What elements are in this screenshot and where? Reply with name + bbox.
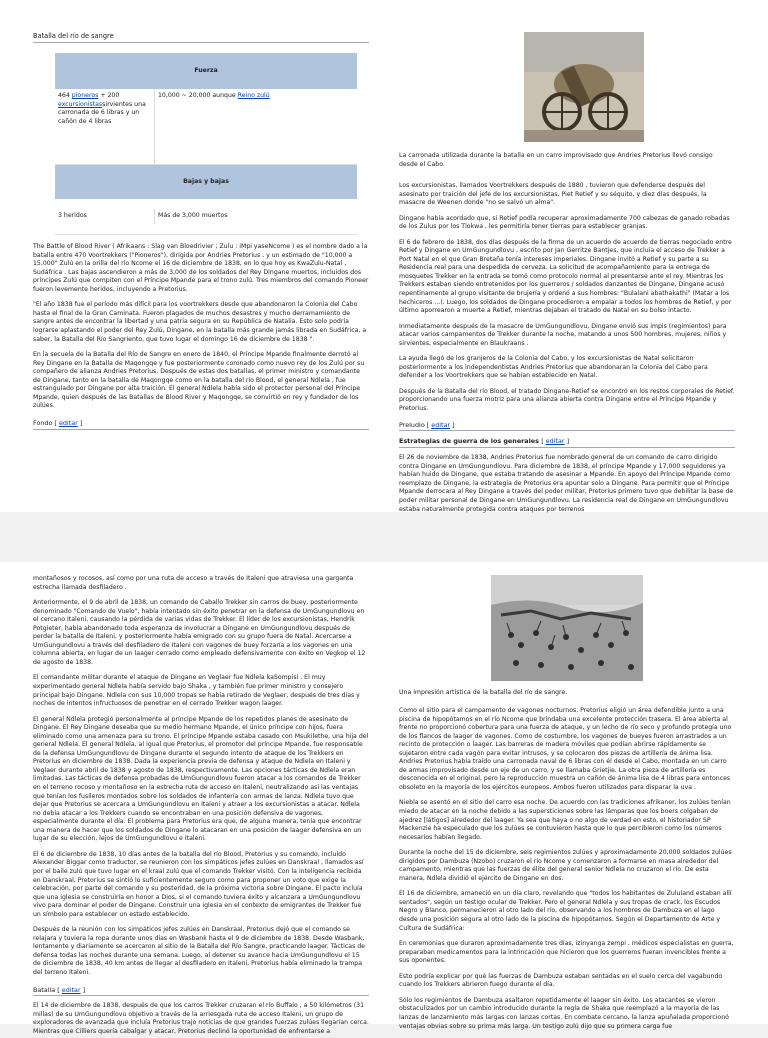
page-2 xyxy=(0,562,768,1035)
carronade-photo xyxy=(524,32,644,142)
paragraph: Durante la noche del 15 de diciembre, seis regimientos zulúes y aproximadamente 20,000 soldados zulúes dirigidos por Dambuza (Nzobo) cruzaron el río Ncome y comenzaron a formarse en masa alrededor del campamento, mientras que las fuerzas de élite del general senior Ndlela no cruzaron el río. De esta manera, Ndlela dividió el ejército de Dingane en dos. xyxy=(399,849,732,882)
infobox-losses-header: Bajas y bajas xyxy=(55,165,357,199)
paragraph: El general Ndlela protegió personalmente al príncipe Mpande de los repetidos planes de asesinato de Dingane. El Rey Dingane deseaba que su medio hermano Mpande, el único príncipe con hijos, fuera eliminado como una amenaza para su trono. El príncipe Mpande estaba casado con Msukilethe, una hija del general Ndlela. El general Ndlela, al igual que Pretorius, el promotor del príncipe Mpande, fue responsable de la defensa UmGungundlovu de Dingane durante el segundo intento de ataque de los Trekkers en Pretorius en diciembre de 1838. Dada la experiencia previa de defensa y ataque de Ndlela en Italeni y Veglaer durante abril de 1838 y agosto de 1838, respectivamente. Las opciones tácticas de Ndlela eran limitadas. Las tácticas de defensa probadas de UmGungundlovu fueron atacar a los comandos de Trekker en el terreno rocoso y montañoso en la estrecha ruta de acceso en Italeni, neutralizando así las ventajas que tenían los fusileros montados sobre los soldados de infantería con armas de lanza. Ndlela tuvo que dejar que Pretorius se acercara a UmGungundlovu en Italeni y atraer a los excursionistas a atacar. Ndlela no debía atacar a los Trekkers cuando se encontraban en una posición defensiva de vagones, especialmente durante el día. El problema para Pretorius era que, de alguna manera, tenía que encontrar una manera de hacer que los soldados de Dingane lo atacaran en una posición de laager defensiva en un lugar de su elección, lejos de UmGungundlovu e Italeni. xyxy=(33,715,369,843)
paragraph: La ayuda llegó de los granjeros de la Colonia del Cabo, y los excursionistas de Natal solicitaron posteriormente a los independentistas Andries Pretorius que abandonaran la Colonia del Cabo para defender a los Voortrekkers que se habían establecido en Natal. xyxy=(399,355,708,380)
paragraph: En ceremonias que duraron aproximadamente tres días, izinyanga zempi , médicos especialistas en guerra, preparaban medicamentos para la intrincación que hicieron que los guerreros fueran invencibles frente a sus oponentes. xyxy=(399,940,734,965)
paragraph: Inmediatamente después de la masacre de UmGungundlovu, Dingane envió sus impis (regimientos) para atacar varios campamentos de Trekker durante la noche, matando a unos 500 hombres, mujeres, niños y sirvientes, especialmente en Blaukraans . xyxy=(399,322,727,347)
paragraph: Dingane había acordado que, si Retief podía recuperar aproximadamente 700 cabezas de ganado robadas de los Zulus por los Tlokwa , les permitiría tener tierras para establecer granjas. xyxy=(399,214,730,231)
article-title: Batalla del río de sangre xyxy=(33,32,369,43)
page-2-left-column xyxy=(33,575,369,1035)
forces-right-text: 10,000 ~ 20,000 aunque xyxy=(158,92,238,100)
paragraph: Esto podría explicar por qué las fuerzas de Dambuza estaban sentadas en el suelo cerca del vagabundo cuando los Trekkers abrieron fuego durante el día. xyxy=(399,972,723,989)
section-heading-batalla: Batalla [ editar ] xyxy=(33,986,369,997)
paragraph: Después de la reunión con los simpáticos jefes zulúes en Danskraal, Pretorius dejó que el comando se relajara y tuviera la ropa durante unos días en Wasbank hasta el 9 de diciembre de 1838. Desde Wasbank, lentamente y diariamente se acercaron al sitio de la Batalla del Río Sangre, practicando laager. Tácticas de defensa todas las noches durante una semana. Luego, al detener su avance hacia UmGungundlovu el 15 de diciembre de 1838, 40 km antes de llegar al desfiladero en Italeni, Pretorius había eliminado la trampa del terreno Italeni. xyxy=(33,926,365,976)
paragraph: El comandante militar durante el ataque de Dingane en Veglaer fue Ndlela kaSompisi . El muy experimentado general Ndlela había servido bajo Shaka , y también fue primer ministro y consejero principal bajo Dingane. Ndlela con sus 10,000 tropas se había retirado de Veglaer, después de tres días y noches de intentos infructuosos de penetrar en el cerrado Trekker wagon laager. xyxy=(33,674,360,708)
paragraph: Como el sitio para el campamento de vagones nocturnos, Pretorius eligió un área defendible junto a una piscina de hipopótamos en el río Ncome que brindaba una excelente protección trasera. El área abierta al frente no proporcionó cobertura para una fuerza de ataque, y un lecho de río seco y profundo protegía uno de los flancos de laager de vagones. Como de costumbre, los vagones de bueyes fueron arrastrados a un recinto de protección o laager. Las barreras de madera móviles que podían abrirse rápidamente se sujetaron entre cada vagón para evitar intrusos, y se colocaron dos piezas de artillería de ánima lisa. Andries Pretorius había traído una carronada naval de 6 libras con él desde el Cabo, montada en un carro de armas improvisado desde un eje de un carro, y se llamaba Grietjie. La otra pieza de artillería es desconocida en el original, pero la reproducción muestra un cañón de ánima lisa de 4 libras para entonces obsoleto en la mayoría de los ejércitos europeos. Ambos fueron utilizados para disparar la uva . xyxy=(399,707,732,791)
edit-link[interactable]: editar xyxy=(58,418,78,427)
paragraph: "El año 1838 fue el período más difícil para los voortrekkers desde que abandonaron la Colonia del Cabo hasta el final de la Gran Caminata. Fueron plagados de muchos desastres y mucho derramamiento de sangre antes de encontrar la libertad y una patria segura en su República de Natalia. Esto solo podría lograrse aplastando el poder del Rey Zulú, Dingane, en la batalla más grande jamás librada en Sudáfrica, a saber, la Batalla del Río Sangriento, que tuvo lugar el domingo 16 de diciembre de 1838 ". xyxy=(33,301,367,343)
section-title: Preludio xyxy=(399,420,425,429)
forces-left-text-2: + 200 xyxy=(98,92,120,100)
infobox xyxy=(55,53,357,235)
forces-left xyxy=(55,89,155,164)
paragraph: Los excursionistas, llamados Voortrekkers después de 1880 , tuvieron que defenderse después del asesinato por traición del jefe de los excursionistas, Piet Retief y su séquito, y diez días después, la masacre de Weenen donde "no se salvó un alma". xyxy=(399,182,707,207)
excursionistas-link[interactable]: excursionistas xyxy=(58,100,103,108)
edit-link[interactable]: editar xyxy=(61,985,81,994)
page-2-right-column xyxy=(399,575,737,1030)
section-title: Batalla xyxy=(33,985,56,994)
reino-zulu-link[interactable]: Reino zulú xyxy=(237,92,270,100)
paragraph: El 14 de diciembre de 1838, después de que los carros Trekker cruzaran el río Buffalo , a 50 kilómetros (31 millas) de su UmGungundlovu objetivo a través de la arriesgada ruta de acceso Italeni, un grupo de exploradores de avanzada que incluía Pretorius trajo noticias de que grandes fuerzas zulúes llegarían cerca. Mientras que Cilliers quería cabalgar y atacar, Pretorius declinó la oportunidad de enfrentarse a xyxy=(33,1002,369,1035)
battle-painting xyxy=(491,575,643,681)
losses-left: 3 heridos xyxy=(55,209,155,224)
paragraph: Anteriormente, el 9 de abril de 1838, un comando de Caballo Trekker sin carros de buey, posteriormente denominado "Comando de Vuelo", había intentado sin éxito penetrar en la defensa de UmGungundlovu en el cercano Italeni, causando la pérdida de varias vidas de Trekker. El líder de los excursionistas, Hendrik Potgieter, había abandonado toda esperanza de involucrar a Dingane en UmGungundlovu después de perder la batalla de Italeni, y posteriormente había emigrado con su grupo fuera de Natal. Acercarse a UmGungundlovu a través del desfiladero de Italeni con vagones de buey forzaría a los vagones en una columna abierta, en lugar de un laager cerrado como empleado defensivamente con éxito en Vegkop el 12 de agosto de 1838. xyxy=(33,599,366,666)
edit-link[interactable]: editar xyxy=(431,420,451,429)
section-heading-fondo: Fondo [ editar ] xyxy=(33,419,369,430)
section-heading-preludio: Preludio [ editar ] xyxy=(399,421,735,432)
page-1 xyxy=(0,0,768,512)
infobox-forces-header: Fuerza xyxy=(55,53,357,89)
forces-right xyxy=(155,89,357,164)
page-1-left-column xyxy=(33,32,369,512)
paragraph: montañosos y rocosos, así como por una ruta de acceso a través de Italeni que atraviesa una garganta estrecha llamada desfiladero . xyxy=(33,575,354,591)
photo-caption: La carronada utilizada durante la batalla en un carro improvisado que Andries Pretorius llevó consigo desde el Cabo. xyxy=(399,152,713,168)
paragraph: El 6 de febrero de 1838, dos días después de la firma de un acuerdo de acuerdo de tierras negociado entre Retief y Dingane en UmGungundlovu , escrito por Jan Gerritze Bantjes, que incluía el acceso de Trekker a Port Natal en el que Gran Bretaña tenía intereses imperiales. Dingane invitó a Retief y su parte a su Residencia real para una despedida de cerveza. La solicitud de acompañamiento para la entrega de mosquetes Trekker en la entrada se tomó como protocolo normal al presentarse ante el rey. Mientras los Trekkers estaban siendo entretenidos por los guerreros / soldados danzantes de Dingane, Dingane acusó repentinamente al grupo visitante de brujería y ordenó a sus hombres: "Bulalani abathakathi" (Matar a los hechiceros ...). Luego, los soldados de Dingane procedieron a empalar a todos los hombres de Retief, y por último aporrearon a muerte a Retief, mientras dejaban el tratado de Natal en su bolso intacto. xyxy=(399,238,732,315)
infobox-forces-row xyxy=(55,89,357,165)
paragraph: En la secuela de la Batalla del Río de Sangre en enero de 1840, el Príncipe Mpande finalmente derrotó al Rey Dingane en la Batalla de Maqongqe y fue posteriormente coronado como nuevo rey de los Zulú por su compañero de alianza Andries Pretorius. Después de estas dos batallas, el primer ministro y comandante de Dingane, tanto en la batalla de Maqongqe como en la batalla del río Blood, el general Ndlela , fue estrangulado por Dingane por alta traición. El general Ndlela había sido el protector personal del Príncipe Mpande, quien después de las Batallas de Blood River y Maqongqe, se convirtió en rey y fundador de los zulúes. xyxy=(33,351,365,410)
losses-right: Más de 3,000 muertos xyxy=(158,212,228,220)
photo-caption: Una impresión artística de la batalla del río de sangre. xyxy=(399,689,568,696)
infobox-losses-row xyxy=(55,199,357,235)
paragraph: The Battle of Blood River ( Afrikaans : Slag van Bloedrivier ; Zulu : iMpi yaseNcome ) es el nombre dado a la batalla entre 470 Voortrekkers ("Pioneros"), dirigida por Andries Pretorius , y un estimado de "10,000 a 15,000" Zulú en la orilla del río Ncome el 16 de diciembre de 1838, en lo que hoy es KwaZulu-Natal , Sudáfrica . Las bajas ascendieron a más de 3,000 de los soldados del Rey Dingane muertos, incluidos dos príncipes Zulú que compiten con el Príncipe Mpande para el trono zulú. Tres miembros del comando Pioneer fueron levemente heridos, incluyendo a Pretorius. xyxy=(33,243,369,293)
forces-left-text: 464 xyxy=(58,92,72,100)
paragraph: El 6 de diciembre de 1838, 10 días antes de la batalla del río Blood, Pretorius y su comando, incluido Alexander Biggar como traductor, se reunieron con los simpáticos jefes zulúes en Danskraal , llamados así por el baile zulú que tuvo lugar en el kraal zulú que el comando Trekker visitó. Con la inteligencia recibida en Danskraal, Pretorius se sintió lo suficientemente seguro como para proponer un voto que exige la celebración, por parte del comando y su posteridad, de la próxima victoria sobre Dingane. El pacto incluía que una iglesia se construiría en honor a Dios, si el comando tuviera éxito y alcanzara a UmGungundlovu vivo para dominar el poder de Dingane. Construir una iglesia en el contexto de emigrantes de Trekker fue un símbolo para establecer un estado establecido. xyxy=(33,850,364,918)
paragraph: El 26 de noviembre de 1838, Andries Pretorius fue nombrado general de un comando de carro dirigido contra Dingane en UmGungundlovu. Para diciembre de 1838, el príncipe Mpande y 17,000 seguidores ya habían huido de Dingane, que estaba tratando de asesinar a Mpande. En apoyo del Príncipe Mpande como reemplazo de Dingane, la estrategia de Pretorius era apuntar solo a Dingane. Para permitir que el Príncipe Mpande derrocara al Rey Dingane a través del poder militar, Pretorius primero tuvo que debilitar la base de poder militar personal de Dingane en UmGungundlovu. La residencia real de Dingane en UmGungundlovu estaba naturalmente protegida contra ataques por terrenos xyxy=(399,454,734,513)
section-title: Estrategias de guerra de los generales xyxy=(399,437,539,446)
pioneros-link[interactable]: pioneros xyxy=(71,92,99,100)
forces-left-text-3: sirvientes una carronada de 6 libras y un cañón de 4 libras xyxy=(58,100,146,125)
paragraph: Sólo los regimientos de Dambuza asaltaron repetidamente el laager sin éxito. Los atacantes se vieron obstaculizados por un cambio introducido durante la regla de Shaka que reemplazó a la mayoría de las lanzas de lanzamiento más largas con lanzas cortas. En combate cercano, la lanza apuñalada proporcionó ventajas obvias sobre su prima más larga. Un testigo zulú dijo que su primera carga fue xyxy=(399,996,729,1030)
page-1-right-column xyxy=(399,32,737,512)
section-title: Fondo xyxy=(33,418,53,427)
paragraph: Niebla se asentó en el sitio del carro esa noche. De acuerdo con las tradiciones afrikaner, los zulúes tenían miedo de atacar en la noche debido a las supersticiones sobre las lámparas que los boers colgaban de ajedrez [látigos] alrededor del laager. Ya sea que haya o no algo de verdad en esto, el historiador SP Mackenzie ha especulado que los zulúes se contuvieron hasta que lo que percibieron como los números necesarios habían llegado. xyxy=(399,799,731,841)
section-heading-estrategias: Estrategias de guerra de los generales [ editar ] xyxy=(399,437,735,448)
paragraph: Después de la Batalla del río Blood, el tratado Dingane-Retief se encontró en los restos corporales de Retief. proporcionando una fuerza motriz para una alianza abierta contra Dingane entre el Príncipe Mpande y Pretorius. xyxy=(399,387,735,413)
paragraph: El 16 de diciembre, amaneció en un día claro, revelando que "todos los habitantes de Zululand estaban allí sentados", según un testigo ocular de Trekker. Pero el general Ndlela y sus tropas de crack, los Escudos Negro y Blanco, permanecieron al otro lado del río, observando a los hombres de Dambuza en el lago desde una posición segura al otro lado de la piscina de hipopótamos. Según el Departamento de Arte y Cultura de Sudáfrica: xyxy=(399,890,732,932)
edit-link[interactable]: editar xyxy=(545,437,565,446)
